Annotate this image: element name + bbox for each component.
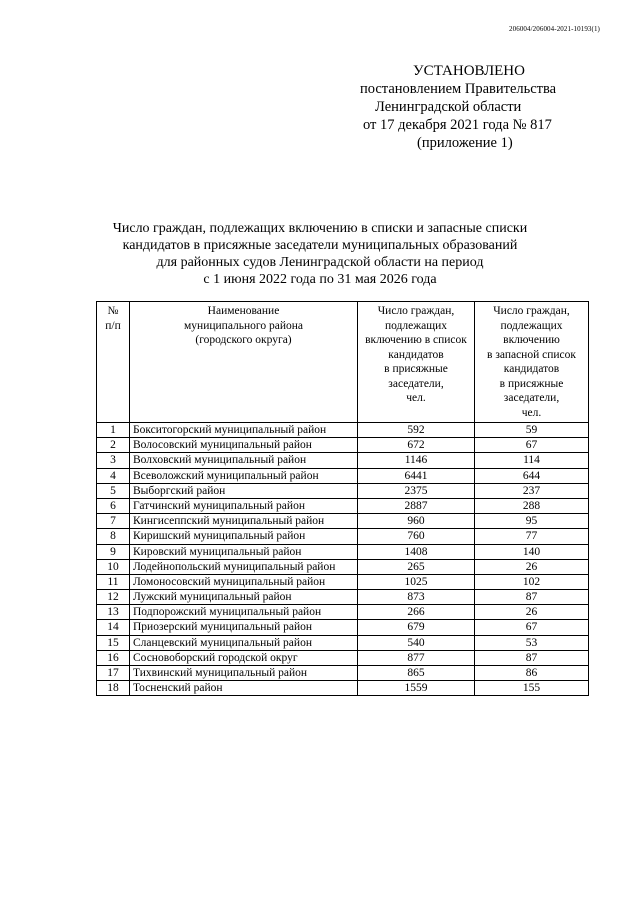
- reserve-list-count: 87: [475, 650, 589, 665]
- district-name: Кировский муниципальный район: [130, 544, 358, 559]
- table-row: [97, 590, 589, 605]
- reserve-list-count: 237: [475, 483, 589, 498]
- district-name: Гатчинский муниципальный район: [130, 498, 358, 513]
- header-line: (городского округа): [195, 334, 292, 346]
- header-district-name: [130, 302, 358, 423]
- reserve-list-count: 644: [475, 468, 589, 483]
- header-line: №: [107, 305, 119, 317]
- approval-appendix: (приложение 1): [417, 135, 513, 151]
- main-list-count: 672: [358, 438, 475, 453]
- district-name: Тосненский район: [130, 681, 358, 696]
- document-title: [0, 220, 640, 288]
- table-row: [97, 620, 589, 635]
- reserve-list-count: 26: [475, 605, 589, 620]
- header-line: кандидатов: [388, 348, 444, 361]
- approval-heading: УСТАНОВЛЕНО: [413, 63, 525, 79]
- reserve-list-count: 26: [475, 559, 589, 574]
- reserve-list-count: 87: [475, 590, 589, 605]
- reserve-list-count: 67: [475, 620, 589, 635]
- table-row: [97, 574, 589, 589]
- district-name: Всеволожский муниципальный район: [130, 468, 358, 483]
- header-line: в присяжные: [499, 377, 564, 390]
- main-list-count: 873: [358, 590, 475, 605]
- reserve-list-count: 114: [475, 453, 589, 468]
- district-name: Волховский муниципальный район: [130, 453, 358, 468]
- main-list-count: 760: [358, 529, 475, 544]
- row-number: 17: [97, 666, 130, 681]
- reserve-list-count: 288: [475, 498, 589, 513]
- header-line: в запасной список: [487, 348, 576, 361]
- district-name: Лодейнопольский муниципальный район: [130, 559, 358, 574]
- table-row: [97, 514, 589, 529]
- main-list-count: 540: [358, 635, 475, 650]
- title-line: Число граждан, подлежащих включению в списки и запасные списки: [112, 221, 528, 236]
- header-main-list: [358, 302, 475, 423]
- main-list-count: 1146: [358, 453, 475, 468]
- header-line: подлежащих: [500, 319, 563, 332]
- district-name: Бокситогорский муниципальный район: [130, 423, 358, 438]
- reserve-list-count: 67: [475, 438, 589, 453]
- table-row: [97, 483, 589, 498]
- main-list-count: 960: [358, 514, 475, 529]
- title-line: для районных судов Ленинградской области на период: [156, 255, 484, 270]
- district-name: Ломоносовский муниципальный район: [130, 574, 358, 589]
- header-line: в присяжные: [384, 363, 448, 375]
- row-number: 3: [97, 453, 130, 468]
- title-line: кандидатов в присяжные заседатели муниципальных образований: [122, 238, 518, 253]
- reserve-list-count: 77: [475, 529, 589, 544]
- header-reserve-list: [475, 302, 589, 423]
- row-number: 13: [97, 605, 130, 620]
- table-header-row: [97, 302, 589, 423]
- main-list-count: 265: [358, 559, 475, 574]
- district-name: Волосовский муниципальный район: [130, 438, 358, 453]
- main-list-count: 877: [358, 650, 475, 665]
- row-number: 5: [97, 483, 130, 498]
- row-number: 18: [97, 681, 130, 696]
- district-name: Подпорожский муниципальный район: [130, 605, 358, 620]
- table-row: [97, 666, 589, 681]
- districts-table: [96, 301, 589, 696]
- table-row: [97, 498, 589, 513]
- row-number: 10: [97, 559, 130, 574]
- header-line: включению: [503, 334, 560, 346]
- table-row: [97, 438, 589, 453]
- header-line: Число граждан,: [493, 305, 570, 317]
- header-line: чел.: [406, 392, 426, 404]
- main-list-count: 266: [358, 605, 475, 620]
- district-name: Выборгский район: [130, 483, 358, 498]
- main-list-count: 1408: [358, 544, 475, 559]
- header-line: Наименование: [207, 305, 280, 317]
- reserve-list-count: 140: [475, 544, 589, 559]
- header-line: заседатели,: [503, 392, 560, 404]
- table-row: [97, 453, 589, 468]
- header-line: кандидатов: [503, 363, 560, 375]
- row-number: 2: [97, 438, 130, 453]
- reserve-list-count: 86: [475, 666, 589, 681]
- table-row: [97, 681, 589, 696]
- table-row: [97, 423, 589, 438]
- header-line: включению в список: [365, 334, 467, 346]
- approval-date: от 17 декабря 2021 года № 817: [363, 117, 552, 133]
- table-row: [97, 529, 589, 544]
- approval-line: Ленинградской области: [375, 99, 522, 115]
- district-name: Сланцевский муниципальный район: [130, 635, 358, 650]
- table-row: [97, 635, 589, 650]
- main-list-count: 6441: [358, 468, 475, 483]
- header-line: подлежащих: [384, 319, 448, 332]
- table-row: [97, 605, 589, 620]
- reserve-list-count: 59: [475, 423, 589, 438]
- reserve-list-count: 155: [475, 681, 589, 696]
- district-name: Лужский муниципальный район: [130, 590, 358, 605]
- header-line: чел.: [521, 406, 542, 419]
- header-line: п/п: [105, 319, 121, 332]
- main-list-count: 1559: [358, 681, 475, 696]
- district-name: Тихвинский муниципальный район: [130, 666, 358, 681]
- title-line: с 1 июня 2022 года по 31 мая 2026 года: [203, 272, 437, 287]
- row-number: 9: [97, 544, 130, 559]
- header-number: [97, 302, 130, 423]
- reserve-list-count: 102: [475, 574, 589, 589]
- main-list-count: 1025: [358, 574, 475, 589]
- row-number: 7: [97, 514, 130, 529]
- main-list-count: 679: [358, 620, 475, 635]
- reserve-list-count: 95: [475, 514, 589, 529]
- table-row: [97, 650, 589, 665]
- row-number: 15: [97, 635, 130, 650]
- main-list-count: 592: [358, 423, 475, 438]
- table-row: [97, 559, 589, 574]
- row-number: 11: [97, 574, 130, 589]
- main-list-count: 865: [358, 666, 475, 681]
- row-number: 6: [97, 498, 130, 513]
- row-number: 1: [97, 423, 130, 438]
- row-number: 8: [97, 529, 130, 544]
- district-name: Сосновоборский городской округ: [130, 650, 358, 665]
- district-name: Кингисеппский муниципальный район: [130, 514, 358, 529]
- table-body: [97, 423, 589, 696]
- header-line: заседатели,: [388, 377, 444, 390]
- table-row: [97, 544, 589, 559]
- row-number: 12: [97, 590, 130, 605]
- district-name: Приозерский муниципальный район: [130, 620, 358, 635]
- header-line: муниципального района: [184, 319, 303, 332]
- approval-line: постановлением Правительства: [360, 81, 557, 97]
- row-number: 16: [97, 650, 130, 665]
- row-number: 14: [97, 620, 130, 635]
- main-list-count: 2887: [358, 498, 475, 513]
- main-list-count: 2375: [358, 483, 475, 498]
- district-name: Киришский муниципальный район: [130, 529, 358, 544]
- reserve-list-count: 53: [475, 635, 589, 650]
- header-line: Число граждан,: [377, 305, 455, 317]
- table-row: [97, 468, 589, 483]
- row-number: 4: [97, 468, 130, 483]
- document-id: 206004/206004-2021-10193(1): [509, 25, 600, 33]
